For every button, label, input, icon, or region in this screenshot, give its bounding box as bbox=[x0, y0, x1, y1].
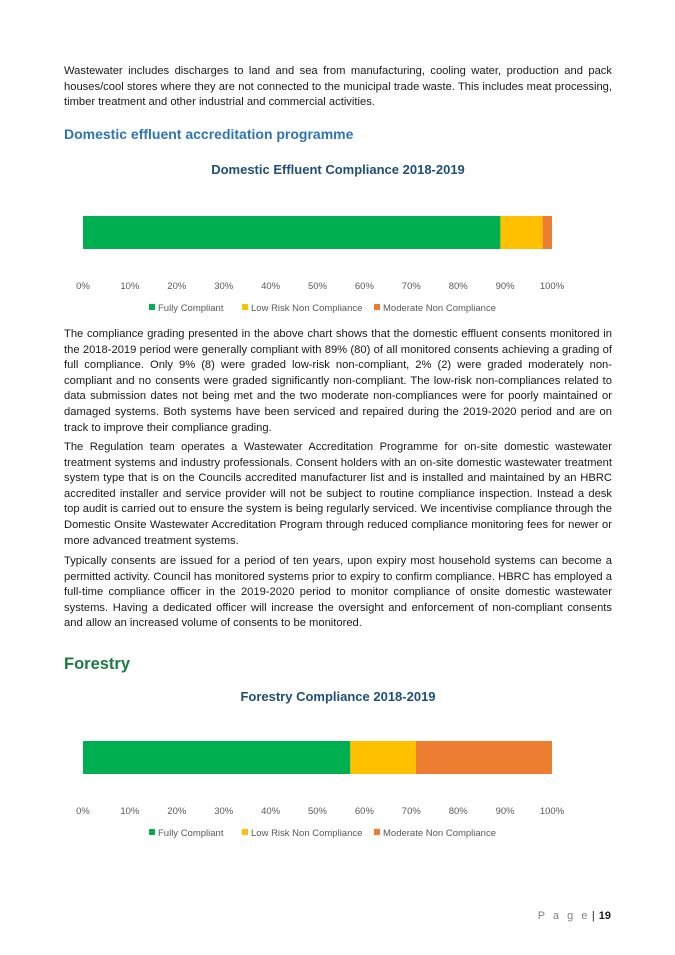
legend-swatch bbox=[374, 304, 380, 310]
x-tick-label: 80% bbox=[448, 281, 468, 292]
x-tick-label: 0% bbox=[76, 806, 90, 817]
x-tick-label: 20% bbox=[167, 806, 187, 817]
x-tick-label: 30% bbox=[214, 806, 234, 817]
x-tick-label: 100% bbox=[539, 281, 565, 292]
x-tick-label: 70% bbox=[401, 281, 421, 292]
bar-segment-moderate bbox=[416, 741, 552, 774]
footer-page-word: P a g e bbox=[537, 910, 590, 922]
bar-segment-fully-compliant bbox=[83, 216, 500, 249]
x-tick-label: 10% bbox=[120, 281, 140, 292]
x-tick-label: 40% bbox=[261, 806, 281, 817]
chart-title-forestry: Forestry Compliance 2018-2019 bbox=[240, 689, 436, 704]
legend-swatch bbox=[242, 304, 248, 310]
x-tick-label: 50% bbox=[307, 281, 328, 292]
section-heading-forestry: Forestry bbox=[64, 655, 131, 673]
x-tick-label: 90% bbox=[495, 281, 515, 292]
consent-expiry-paragraph: Typically consents are issued for a period of ten years, upon expiry most household systems can become a permitted activity. Council has monitored systems prior to expiry to confirm compliance. HBRC has employed a full-time compliance officer in the 2019-2020 period to monitor compliance of onsite domestic wastewater systems. Having a dedicated officer will increase the oversight and enforcement of non-compliant consents and allow an increased volume of consents to be monitored. bbox=[64, 555, 612, 630]
intro-paragraph: Wastewater includes discharges to land and sea from manufacturing, cooling water, production and pack houses/cool stores where they are not connected to the municipal trade waste. This includes meat processing, timber treatment and other industrial and commercial activities. bbox=[64, 65, 612, 109]
compliance-paragraph: The compliance grading presented in the above chart shows that the domestic effluent consents monitored in the 2018-2019 period were generally compliant with 89% (80) of all monitored consents achieving a grading of full compliance. Only 9% (8) were graded low-risk non-compliant, 2% (2) were graded moderately non-compliant and no consents were graded significantly non-compliant. The low-risk non-compliances related to data submission dates not being met and the two moderate non-compliances were for poorly maintained or damaged systems. Both systems have been serviced and repaired during the 2019-2020 period and are on track to improve their compliance grading. bbox=[64, 328, 612, 434]
legend-label: Fully Compliant bbox=[158, 828, 224, 839]
x-tick-label: 60% bbox=[354, 281, 374, 292]
legend-swatch bbox=[149, 829, 155, 835]
bar-segment-moderate bbox=[543, 216, 552, 249]
chart-domestic-effluent bbox=[64, 205, 612, 325]
x-tick-label: 50% bbox=[307, 806, 328, 817]
chart-domestic-svg bbox=[64, 205, 612, 320]
accreditation-paragraph: The Regulation team operates a Wastewater Accreditation Programme for on-site domestic wastewater treatment systems and industry professionals. Consent holders with an on-site domestic wastewater treatment system type that is on the Councils accredited manufacturer list and is installed and maintained by an HBRC accredited installer and service provider will not be subject to routine compliance inspection. Instead a desk top audit is carried out to ensure the system is being regularly serviced. We incentivise compliance through the Domestic Onsite Wastewater Accreditation Program through reduced compliance monitoring fees for newer or more advanced treatment systems. bbox=[64, 441, 612, 547]
legend-label: Fully Compliant bbox=[158, 303, 224, 314]
x-tick-label: 90% bbox=[495, 806, 515, 817]
x-tick-label: 0% bbox=[76, 281, 90, 292]
x-tick-label: 60% bbox=[354, 806, 374, 817]
x-tick-label: 80% bbox=[448, 806, 468, 817]
legend-swatch bbox=[374, 829, 380, 835]
legend-swatch bbox=[149, 304, 155, 310]
legend-swatch bbox=[242, 829, 248, 835]
bar-segment-fully-compliant bbox=[83, 741, 350, 774]
legend-label: Low Risk Non Compliance bbox=[251, 303, 363, 314]
footer-separator: | bbox=[591, 910, 595, 922]
bar-segment-low-risk bbox=[350, 741, 416, 774]
chart-title-domestic: Domestic Effluent Compliance 2018-2019 bbox=[211, 162, 465, 177]
bar-segment-low-risk bbox=[500, 216, 542, 249]
page-footer bbox=[538, 910, 611, 922]
x-tick-label: 70% bbox=[401, 806, 421, 817]
chart-forestry-compliance bbox=[64, 730, 612, 850]
legend-label: Low Risk Non Compliance bbox=[251, 828, 363, 839]
x-tick-label: 20% bbox=[167, 281, 187, 292]
footer-page-number: 19 bbox=[598, 910, 611, 922]
legend-label: Moderate Non Compliance bbox=[383, 303, 497, 314]
x-tick-label: 10% bbox=[120, 806, 140, 817]
chart-forestry-svg bbox=[64, 730, 612, 845]
section-heading-domestic-effluent: Domestic effluent accreditation programme bbox=[64, 126, 354, 142]
legend-label: Moderate Non Compliance bbox=[383, 828, 497, 839]
x-tick-label: 30% bbox=[214, 281, 234, 292]
x-tick-label: 40% bbox=[261, 281, 281, 292]
x-tick-label: 100% bbox=[539, 806, 565, 817]
